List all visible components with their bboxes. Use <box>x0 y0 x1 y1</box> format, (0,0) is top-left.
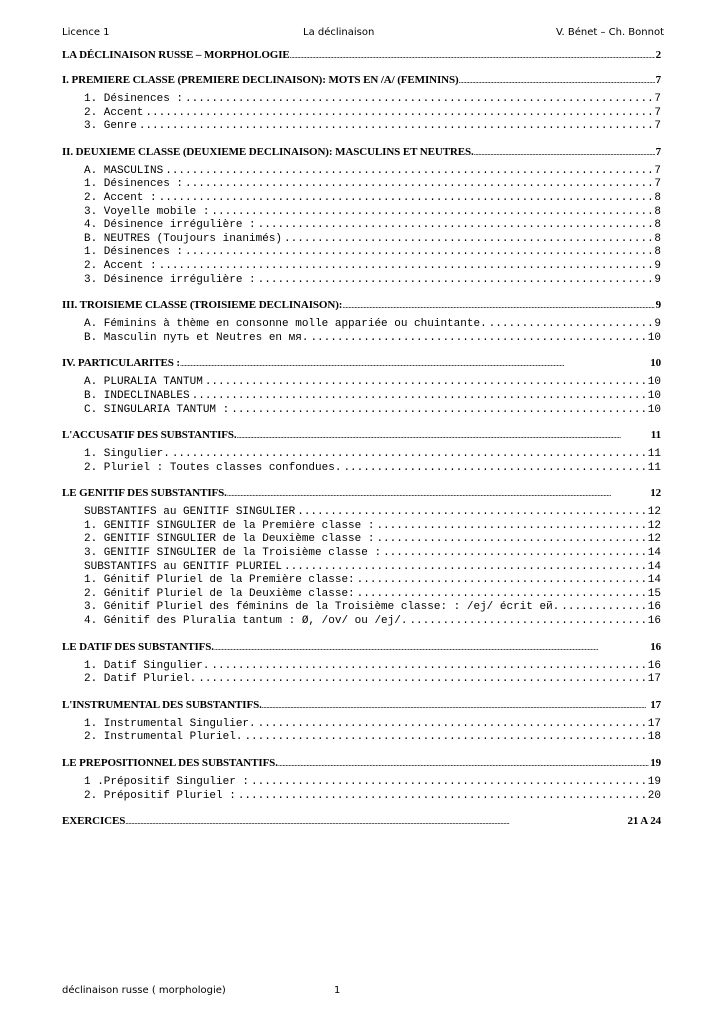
toc-entry-page: 12 <box>647 519 661 532</box>
toc-entry-page: 16 <box>647 659 661 672</box>
toc-section-heading[interactable] <box>62 145 661 159</box>
toc-leader-dots <box>256 718 646 732</box>
toc-section-title: LE GENITIF DES SUBSTANTIFS. <box>62 487 227 500</box>
toc-entry-label: 1. Désinences : <box>84 178 184 191</box>
toc-section <box>62 298 661 345</box>
toc-leader-dots <box>163 165 652 179</box>
toc-section-title: LE DATIF DES SUBSTANTIFS. <box>62 640 214 653</box>
footer-title: déclinaison russe ( morphologie) <box>62 985 226 996</box>
toc-section <box>62 356 661 417</box>
toc-entry[interactable] <box>62 533 661 547</box>
toc-entry[interactable] <box>62 178 661 192</box>
toc-section-heading[interactable] <box>62 756 661 770</box>
toc-page-number: 21 A 24 <box>627 815 661 828</box>
toc-section-title: IV. PARTICULARITES : <box>62 357 180 370</box>
toc-section <box>62 48 661 62</box>
toc-leader-dots <box>256 274 653 288</box>
toc-entry-page: 15 <box>647 587 661 600</box>
toc-entry-page: 12 <box>647 506 661 519</box>
toc-section-heading[interactable] <box>62 640 661 654</box>
toc-entry-page: 16 <box>647 615 661 628</box>
toc-page-number: 19 <box>650 757 661 769</box>
toc-section-title: III. TROISIEME CLASSE (TROISIEME DECLINAISON): <box>62 299 343 312</box>
toc-page-number: 10 <box>650 357 661 370</box>
toc-entry[interactable] <box>62 404 661 418</box>
table-of-contents <box>62 48 661 839</box>
toc-entry[interactable] <box>62 601 661 615</box>
toc-leader-dots <box>374 533 645 547</box>
toc-entry-page: 8 <box>654 232 661 245</box>
toc-entry[interactable] <box>62 260 661 274</box>
toc-entry-label: B. NEUTRES (Toujours inanimés) <box>84 232 283 245</box>
toc-entry[interactable] <box>62 506 661 520</box>
toc-page-number: 11 <box>650 429 661 442</box>
toc-entry-page: 14 <box>647 560 661 573</box>
toc-entry[interactable] <box>62 233 661 247</box>
toc-leader-dots <box>559 601 646 615</box>
toc-entry[interactable] <box>62 790 661 804</box>
toc-entry-label: 4. Génitif des Pluralia tantum : Ø, /ov/ ou /ej/. <box>84 615 408 628</box>
toc-entry[interactable] <box>62 246 661 260</box>
toc-entry-label: 1 .Prépositif Singulier : <box>84 776 250 788</box>
toc-leader-dots <box>262 699 649 713</box>
toc-entry[interactable] <box>62 274 661 288</box>
toc-entry[interactable] <box>62 192 661 206</box>
header-center: La déclinaison <box>303 27 375 38</box>
toc-entry-label: 1. GENITIF SINGULIER de la Première classe : <box>84 519 375 532</box>
toc-leader-dots <box>183 93 652 107</box>
footer-page-number: 1 <box>334 985 341 996</box>
toc-entry[interactable] <box>62 376 661 390</box>
toc-section-title: L'ACCUSATIF DES SUBSTANTIFS. <box>62 429 237 442</box>
toc-entry-label: A. MASCULINS <box>84 164 164 177</box>
toc-section-heading[interactable] <box>62 356 661 370</box>
toc-entry[interactable] <box>62 107 661 121</box>
toc-section-title: LA DÉCLINAISON RUSSE – MORPHOLOGIE <box>62 49 290 61</box>
toc-entry-page: 7 <box>654 93 661 105</box>
toc-section-heading[interactable] <box>62 486 661 500</box>
toc-entry-page: 17 <box>647 673 661 686</box>
toc-entry-label: 3. Voyelle mobile : <box>84 205 210 218</box>
toc-entry-label: 2. Datif Pluriel. <box>84 673 197 686</box>
toc-entry-label: 1. Datif Singulier. <box>84 659 210 672</box>
toc-leader-dots <box>342 299 654 313</box>
toc-section-title: LE PREPOSITIONNEL DES SUBSTANTIFS. <box>62 757 278 769</box>
toc-leader-dots <box>308 332 645 346</box>
toc-section-title: I. PREMIERE CLASSE (PREMIERE DECLINAISON): MOTS EN /A/ (FEMININS) <box>62 74 459 86</box>
toc-leader-dots <box>355 574 646 588</box>
toc-entry-page: 8 <box>654 205 661 218</box>
toc-leader-dots <box>374 520 645 534</box>
toc-entry[interactable] <box>62 673 661 687</box>
toc-section <box>62 145 661 287</box>
toc-entry-label: 3. Genre <box>84 120 137 133</box>
toc-leader-dots <box>143 107 652 121</box>
toc-entry-page: 14 <box>647 547 661 560</box>
toc-entry-label: 2. Accent : <box>84 191 157 204</box>
toc-entry[interactable] <box>62 561 661 575</box>
toc-entry-page: 8 <box>654 219 661 232</box>
toc-entry[interactable] <box>62 219 661 233</box>
toc-leader-dots <box>474 146 655 160</box>
toc-entry[interactable] <box>62 588 661 602</box>
toc-entry-label: 3. Génitif Pluriel des féminins de la Troisième classe: : /ej/ écrit ей. <box>84 601 560 614</box>
toc-leader-dots <box>381 547 646 561</box>
toc-section <box>62 640 661 687</box>
toc-entry[interactable] <box>62 120 661 134</box>
toc-page-number: 7 <box>655 145 661 158</box>
toc-entry-label: 1. Génitif Pluriel de la Première classe: <box>84 574 355 587</box>
toc-entry-page: 9 <box>654 318 661 331</box>
toc-entry-label: SUBSTANTIFS au GENITIF PLURIEL <box>84 560 283 573</box>
toc-entry-page: 10 <box>647 376 661 389</box>
toc-entry[interactable] <box>62 318 661 332</box>
toc-section-title: EXERCICES <box>62 815 126 828</box>
toc-entry-page: 11 <box>647 461 661 474</box>
toc-entry-page: 10 <box>647 403 661 416</box>
toc-entry-page: 17 <box>647 717 661 730</box>
toc-entry[interactable] <box>62 93 661 107</box>
toc-entry-label: A. Féminins à thème en consonne molle appariée ou chuintante. <box>84 318 487 331</box>
toc-leader-dots <box>290 49 655 63</box>
toc-entry[interactable] <box>62 332 661 346</box>
toc-page-number: 7 <box>655 74 661 86</box>
toc-section-title: L'INSTRUMENTAL DES SUBSTANTIFS. <box>62 698 262 711</box>
toc-section-heading[interactable] <box>62 298 661 312</box>
toc-entry-page: 8 <box>654 191 661 204</box>
toc-leader-dots <box>227 487 649 501</box>
toc-leader-dots <box>341 462 645 476</box>
toc-entry[interactable] <box>62 390 661 404</box>
toc-entry-label: 1. Désinences : <box>84 246 184 259</box>
toc-leader-dots <box>209 206 652 220</box>
toc-leader-dots <box>214 641 649 655</box>
toc-leader-dots <box>355 588 646 602</box>
toc-leader-dots <box>183 178 652 192</box>
toc-entry-label: 2. Prépositif Pluriel : <box>84 789 236 802</box>
toc-entry-label: 2. GENITIF SINGULIER de la Deuxième classe : <box>84 533 375 546</box>
toc-entry-page: 8 <box>654 246 661 259</box>
toc-leader-dots <box>278 757 649 771</box>
toc-entry-label: 2. Accent <box>84 106 144 119</box>
toc-section <box>62 814 661 828</box>
toc-section <box>62 428 661 475</box>
toc-entry-page: 11 <box>647 448 661 461</box>
toc-leader-dots <box>249 776 646 790</box>
toc-entry-page: 20 <box>647 789 661 802</box>
toc-section-heading[interactable] <box>62 48 661 62</box>
toc-entry-label: 1. Désinences : <box>84 93 184 105</box>
toc-page-number: 17 <box>650 698 661 711</box>
header-left: Licence 1 <box>62 27 110 38</box>
toc-leader-dots <box>125 815 626 829</box>
toc-entry-label: 1. Singulier. <box>84 448 170 461</box>
toc-entry-page: 9 <box>654 273 661 286</box>
toc-entry[interactable] <box>62 731 661 745</box>
toc-leader-dots <box>487 318 653 332</box>
toc-leader-dots <box>242 731 645 745</box>
toc-entry[interactable] <box>62 660 661 674</box>
toc-leader-dots <box>170 448 646 462</box>
toc-entry[interactable] <box>62 574 661 588</box>
toc-leader-dots <box>183 246 652 260</box>
toc-entry-page: 19 <box>647 776 661 788</box>
toc-section <box>62 486 661 628</box>
toc-entry-label: 3. GENITIF SINGULIER de la Troisième classe : <box>84 547 382 560</box>
toc-entry[interactable] <box>62 547 661 561</box>
toc-page-number: 12 <box>650 487 661 500</box>
toc-section-title: II. DEUXIEME CLASSE (DEUXIEME DECLINAISON): MASCULINS ET NEUTRES. <box>62 145 474 158</box>
toc-leader-dots <box>459 74 655 88</box>
toc-leader-dots <box>190 390 646 404</box>
toc-entry-page: 7 <box>654 164 661 177</box>
toc-entry-label: 2. Génitif Pluriel de la Deuxième classe: <box>84 587 355 600</box>
toc-entry[interactable] <box>62 206 661 220</box>
toc-leader-dots <box>236 790 646 804</box>
toc-entry-label: SUBSTANTIFS au GENITIF SINGULIER <box>84 506 296 519</box>
toc-entry-page: 9 <box>654 259 661 272</box>
toc-leader-dots <box>180 357 649 371</box>
toc-entry[interactable] <box>62 776 661 790</box>
toc-leader-dots <box>407 615 645 629</box>
toc-leader-dots <box>137 120 653 134</box>
toc-entry-page: 7 <box>654 106 661 119</box>
toc-leader-dots <box>295 506 646 520</box>
toc-entry-label: 2. Accent : <box>84 259 157 272</box>
toc-entry-label: 1. Instrumental Singulier. <box>84 717 256 730</box>
toc-section-heading[interactable] <box>62 814 661 828</box>
toc-entry[interactable] <box>62 615 661 629</box>
toc-entry-page: 16 <box>647 601 661 614</box>
toc-entry-label: 4. Désinence irrégulière : <box>84 219 256 232</box>
toc-entry-label: B. Masculin путь et Neutres en мя. <box>84 331 309 344</box>
toc-section-heading[interactable] <box>62 73 661 87</box>
toc-leader-dots <box>196 673 646 687</box>
toc-entry[interactable] <box>62 165 661 179</box>
toc-entry[interactable] <box>62 718 661 732</box>
toc-entry-label: 2. Pluriel : Toutes classes confondues. <box>84 461 342 474</box>
toc-entry-page: 18 <box>647 731 661 744</box>
toc-leader-dots <box>157 192 653 206</box>
toc-entry[interactable] <box>62 448 661 462</box>
toc-section <box>62 698 661 745</box>
toc-leader-dots <box>229 404 646 418</box>
toc-entry-label: 3. Désinence irrégulière : <box>84 273 256 286</box>
toc-section <box>62 756 661 803</box>
toc-leader-dots <box>282 233 652 247</box>
toc-section-heading[interactable] <box>62 428 661 442</box>
toc-entry-page: 10 <box>647 389 661 402</box>
toc-entry[interactable] <box>62 462 661 476</box>
toc-section <box>62 73 661 134</box>
header-right: V. Bénet – Ch. Bonnot <box>555 27 664 38</box>
toc-leader-dots <box>237 429 650 443</box>
toc-entry-label: C. SINGULARIA TANTUM : <box>84 403 230 416</box>
toc-section-heading[interactable] <box>62 698 661 712</box>
toc-leader-dots <box>157 260 653 274</box>
toc-leader-dots <box>256 219 653 233</box>
toc-leader-dots <box>282 561 646 575</box>
toc-entry-label: A. PLURALIA TANTUM <box>84 376 203 389</box>
toc-entry[interactable] <box>62 520 661 534</box>
toc-leader-dots <box>203 376 646 390</box>
toc-entry-page: 12 <box>647 533 661 546</box>
toc-entry-page: 10 <box>647 331 661 344</box>
toc-entry-page: 7 <box>654 120 661 133</box>
toc-entry-page: 14 <box>647 574 661 587</box>
toc-entry-label: B. INDECLINABLES <box>84 389 190 402</box>
toc-leader-dots <box>209 660 645 674</box>
toc-page-number: 9 <box>655 299 661 312</box>
toc-entry-page: 7 <box>654 178 661 191</box>
toc-page-number: 16 <box>650 640 661 653</box>
toc-page-number: 2 <box>655 49 661 61</box>
toc-entry-label: 2. Instrumental Pluriel. <box>84 731 243 744</box>
